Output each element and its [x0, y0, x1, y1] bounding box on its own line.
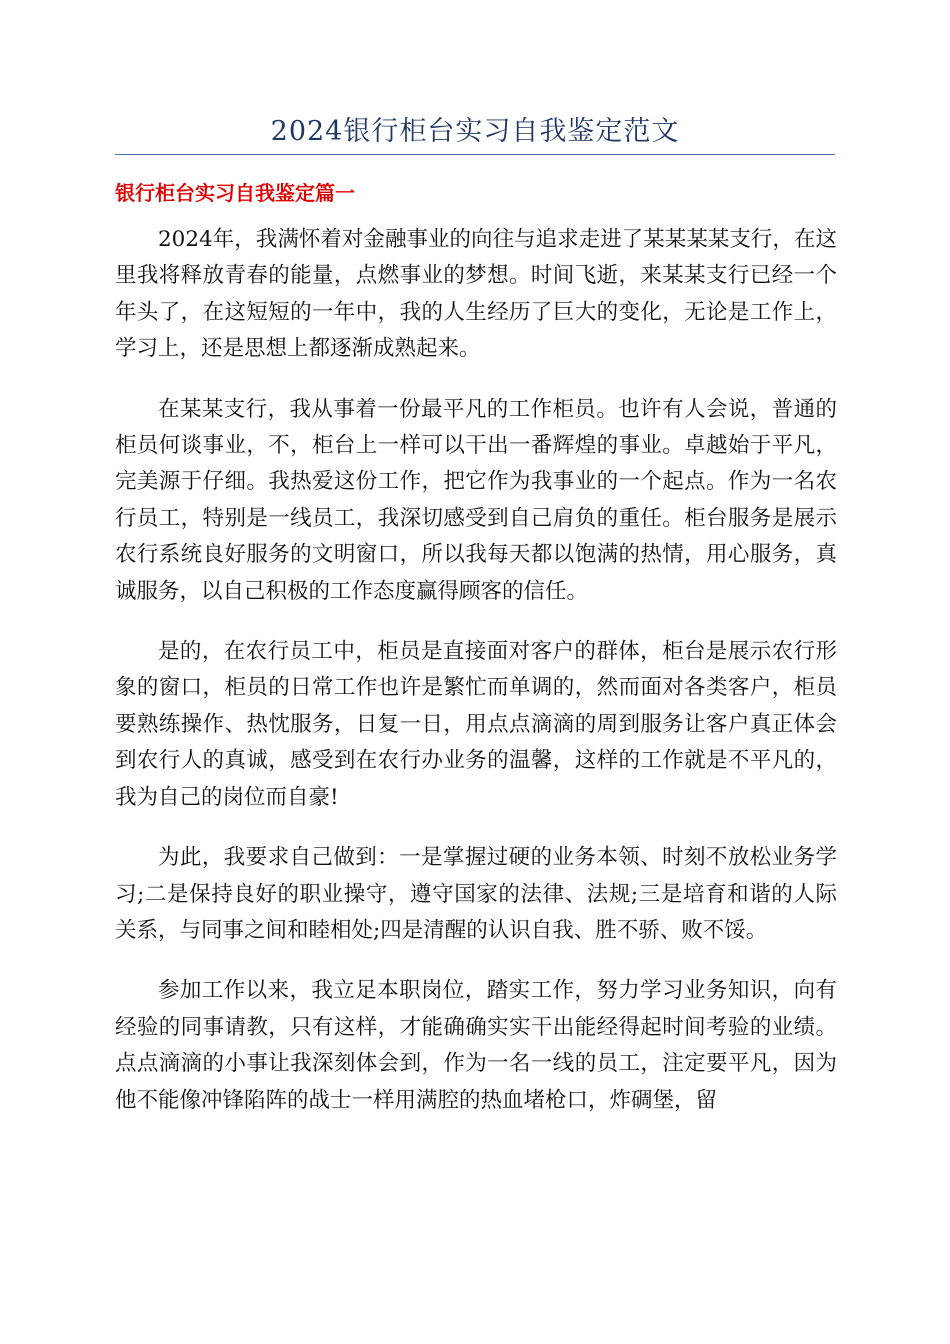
title-underline [115, 154, 835, 155]
paragraph-5: 参加工作以来，我立足本职岗位，踏实工作，努力学习业务知识，向有经验的同事请教，只有这样，才能确确实实干出能经得起时间考验的业绩。点点滴滴的小事让我深刻体会到，作为一名一线的员工，注定要平凡，因为他不能像冲锋陷阵的战士一样用满腔的热血堵枪口，炸碉堡，留 [115, 978, 837, 1113]
paragraph-1: 2024年，我满怀着对金融事业的向往与追求走进了某某某某支行，在这里我将释放青春的能量，点燃事业的梦想。时间飞逝，来某某支行已经一个年头了，在这短短的一年中，我的人生经历了巨大的变化，无论是工作上，学习上，还是思想上都逐渐成熟起来。 [115, 227, 837, 362]
section-heading: 银行柜台实习自我鉴定篇一 [115, 181, 355, 205]
paragraph-3: 是的，在农行员工中，柜员是直接面对客户的群体，柜台是展示农行形象的窗口，柜员的日常工作也许是繁忙而单调的，然而面对各类客户，柜员要熟练操作、热忱服务，日复一日，用点点滴滴的周到服务让客户真正体会到农行人的真诚，感受到在农行办业务的温馨，这样的工作就是不平凡的，我为自己的岗位而自豪! [115, 639, 837, 810]
document-body [115, 222, 837, 1143]
paragraph-4: 为此，我要求自己做到：一是掌握过硬的业务本领、时刻不放松业务学习;二是保持良好的职业操守，遵守国家的法律、法规;三是培育和谐的人际关系，与同事之间和睦相处;四是清醒的认识自我、胜不骄、败不馁。 [115, 845, 837, 943]
document-title: 2024银行柜台实习自我鉴定范文 [270, 116, 680, 147]
paragraph-2: 在某某支行，我从事着一份最平凡的工作柜员。也许有人会说，普通的柜员何谈事业，不，柜台上一样可以干出一番辉煌的事业。卓越始于平凡，完美源于仔细。我热爱这份工作，把它作为我事业的一个起点。作为一名农行员工，特别是一线员工，我深切感受到自己肩负的重任。柜台服务是展示农行系统良好服务的文明窗口，所以我每天都以饱满的热情，用心服务，真诚服务，以自己积极的工作态度赢得顾客的信任。 [115, 396, 837, 604]
